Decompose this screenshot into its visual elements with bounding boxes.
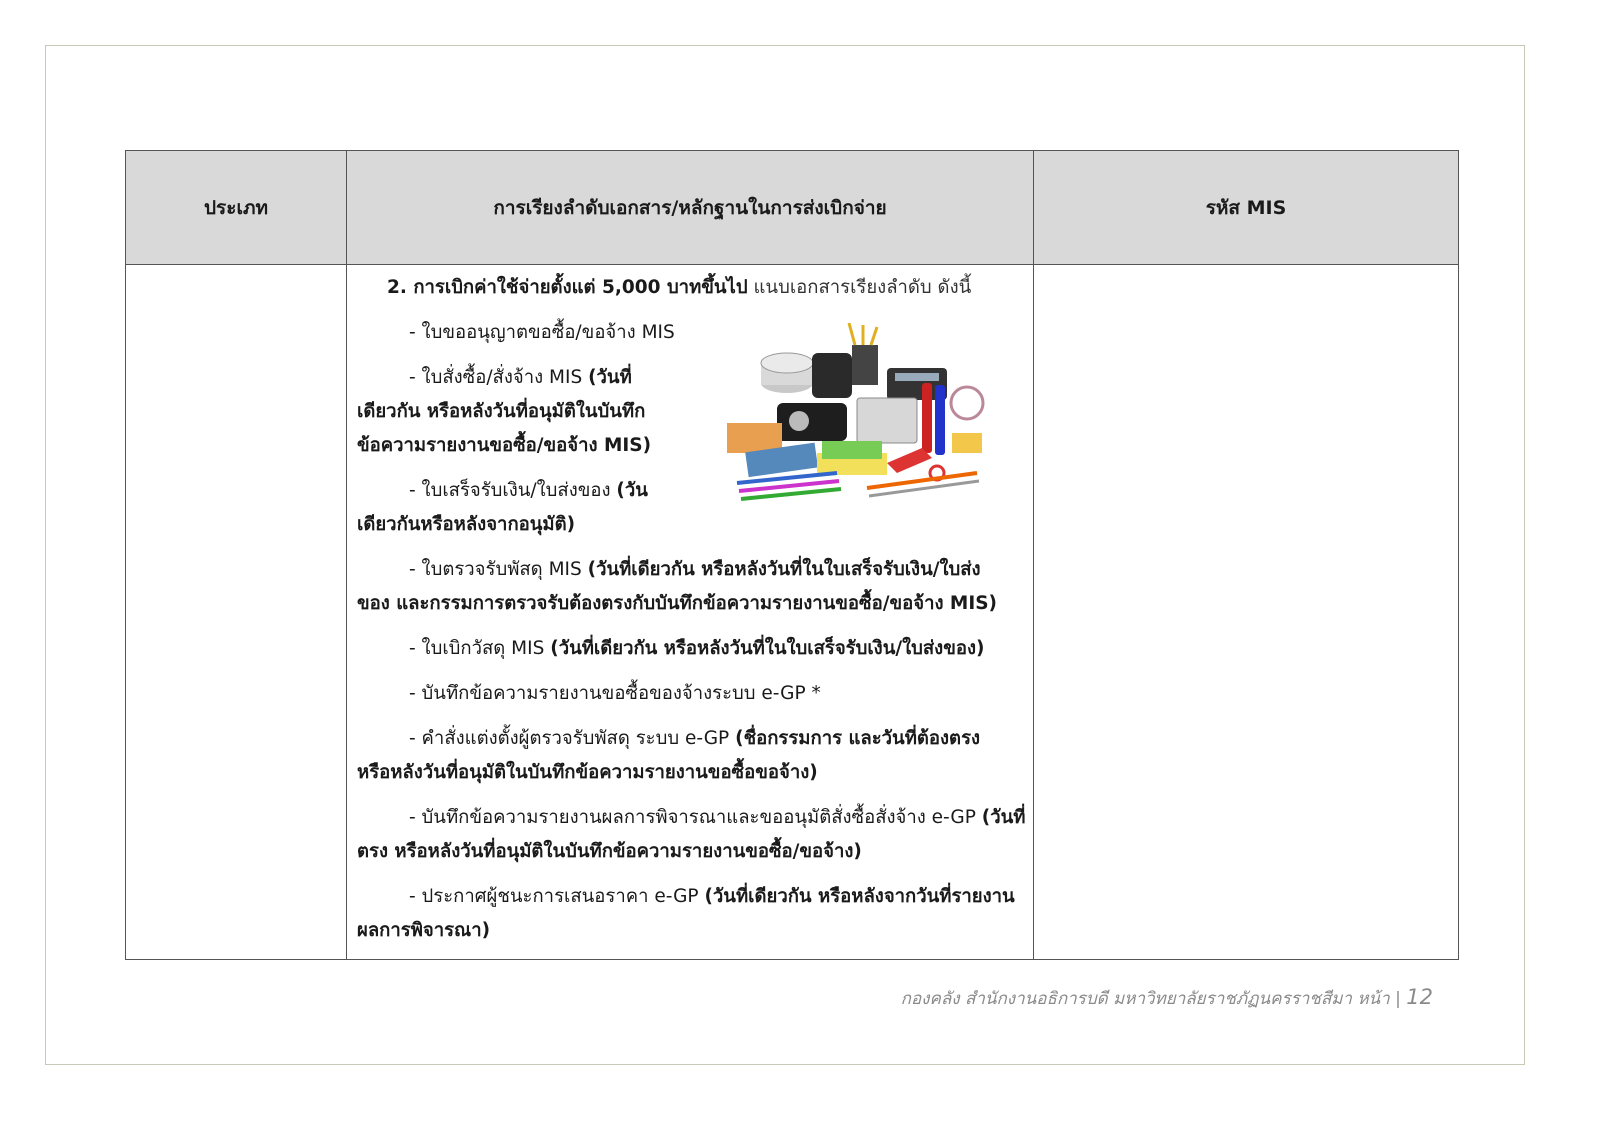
item-requisition-label: - ใบเบิกวัสดุ MIS	[409, 638, 545, 659]
item-purchase-order-note-mid: เดียวกัน หรือหลังวันที่อนุมัติในบันทึก	[357, 401, 646, 422]
header-type: ประเภท	[126, 151, 347, 265]
item-requisition-note: (วันที่เดียวกัน หรือหลังวันที่ในใบเสร็จรับเงิน/ใบส่งของ)	[550, 638, 985, 659]
item-requisition	[357, 632, 1023, 666]
cell-document-order	[347, 265, 1034, 960]
item-receipt-note-start: (วัน	[616, 480, 648, 501]
header-document-order: การเรียงลำดับเอกสาร/หลักฐานในการส่งเบิกจ่าย	[347, 151, 1034, 265]
item-inspector-order-label: - คำสั่งแต่งตั้งผู้ตรวจรับพัสดุ ระบบ e-GP	[409, 728, 730, 749]
item-inspector-order-note-end: หรือหลังวันที่อนุมัติในบันทึกข้อความรายงานขอซื้อขอจ้าง)	[357, 762, 818, 783]
item-inspector-order-note-start: (ชื่อกรรมการ และวันที่ต้องตรง	[735, 728, 981, 749]
item-winner-announcement-note-start: (วันที่เดียวกัน หรือหลังจากวันที่รายงาน	[704, 886, 1015, 907]
office-supplies-illustration	[717, 323, 992, 513]
item-egp-memo: - บันทึกข้อความรายงานขอซื้อของจ้างระบบ e-GP *	[409, 683, 821, 704]
item-inspection-note-end: ของ และกรรมการตรวจรับต้องตรงกับบันทึกข้อความรายงานขอซื้อ/ขอจ้าง MIS)	[357, 593, 998, 614]
document-table	[125, 150, 1459, 960]
item-winner-announcement-label: - ประกาศผู้ชนะการเสนอราคา e-GP	[409, 886, 699, 907]
item-inspection	[357, 553, 1023, 621]
item-consideration-report-label: - บันทึกข้อความรายงานผลการพิจารณาและขออนุมัติสั่งซื้อสั่งจ้าง e-GP	[409, 807, 976, 828]
footer-text: กองคลัง สำนักงานอธิการบดี มหาวิทยาลัยราชภัฏนครราชสีมา หน้า |	[900, 989, 1401, 1009]
item-purchase-order-note-start: (วันที่	[588, 367, 632, 388]
item-receipt-note-end: เดียวกันหรือหลังจากอนุมัติ)	[357, 514, 576, 535]
cell-type	[126, 265, 347, 960]
item-permit: - ใบขออนุญาตขอซื้อ/ขอจ้าง MIS	[409, 322, 675, 343]
intro-bold: 2. การเบิกค่าใช้จ่ายตั้งแต่ 5,000 บาทขึ้นไป	[387, 277, 748, 298]
item-consideration-report-note-start: (วันที่	[981, 807, 1026, 828]
item-winner-announcement	[357, 880, 1023, 948]
table-header-row	[126, 151, 1459, 265]
intro-line	[357, 271, 1023, 305]
item-purchase-order-label: - ใบสั่งซื้อ/สั่งจ้าง MIS	[409, 367, 583, 388]
header-mis-code: รหัส MIS	[1034, 151, 1459, 265]
table-row	[126, 265, 1459, 960]
item-winner-announcement-note-end: ผลการพิจารณา)	[357, 920, 491, 941]
page-number: 12	[1406, 985, 1433, 1009]
intro-normal: แนบเอกสารเรียงลำดับ ดังนี้	[753, 277, 972, 298]
item-receipt-label: - ใบเสร็จรับเงิน/ใบส่งของ	[409, 480, 611, 501]
page-footer	[901, 985, 1433, 1012]
item-inspection-note-start: (วันที่เดียวกัน หรือหลังวันที่ในใบเสร็จรับเงิน/ใบส่ง	[587, 559, 981, 580]
item-inspector-order	[357, 722, 1023, 790]
cell-mis-code	[1034, 265, 1459, 960]
item-purchase-order-note-end: ข้อความรายงานขอซื้อ/ขอจ้าง MIS)	[357, 435, 652, 456]
item-inspection-label: - ใบตรวจรับพัสดุ MIS	[409, 559, 582, 580]
item-consideration-report	[357, 801, 1026, 869]
item-consideration-report-note-end: ตรง หรือหลังวันที่อนุมัติในบันทึกข้อความรายงานขอซื้อ/ขอจ้าง)	[357, 841, 862, 862]
